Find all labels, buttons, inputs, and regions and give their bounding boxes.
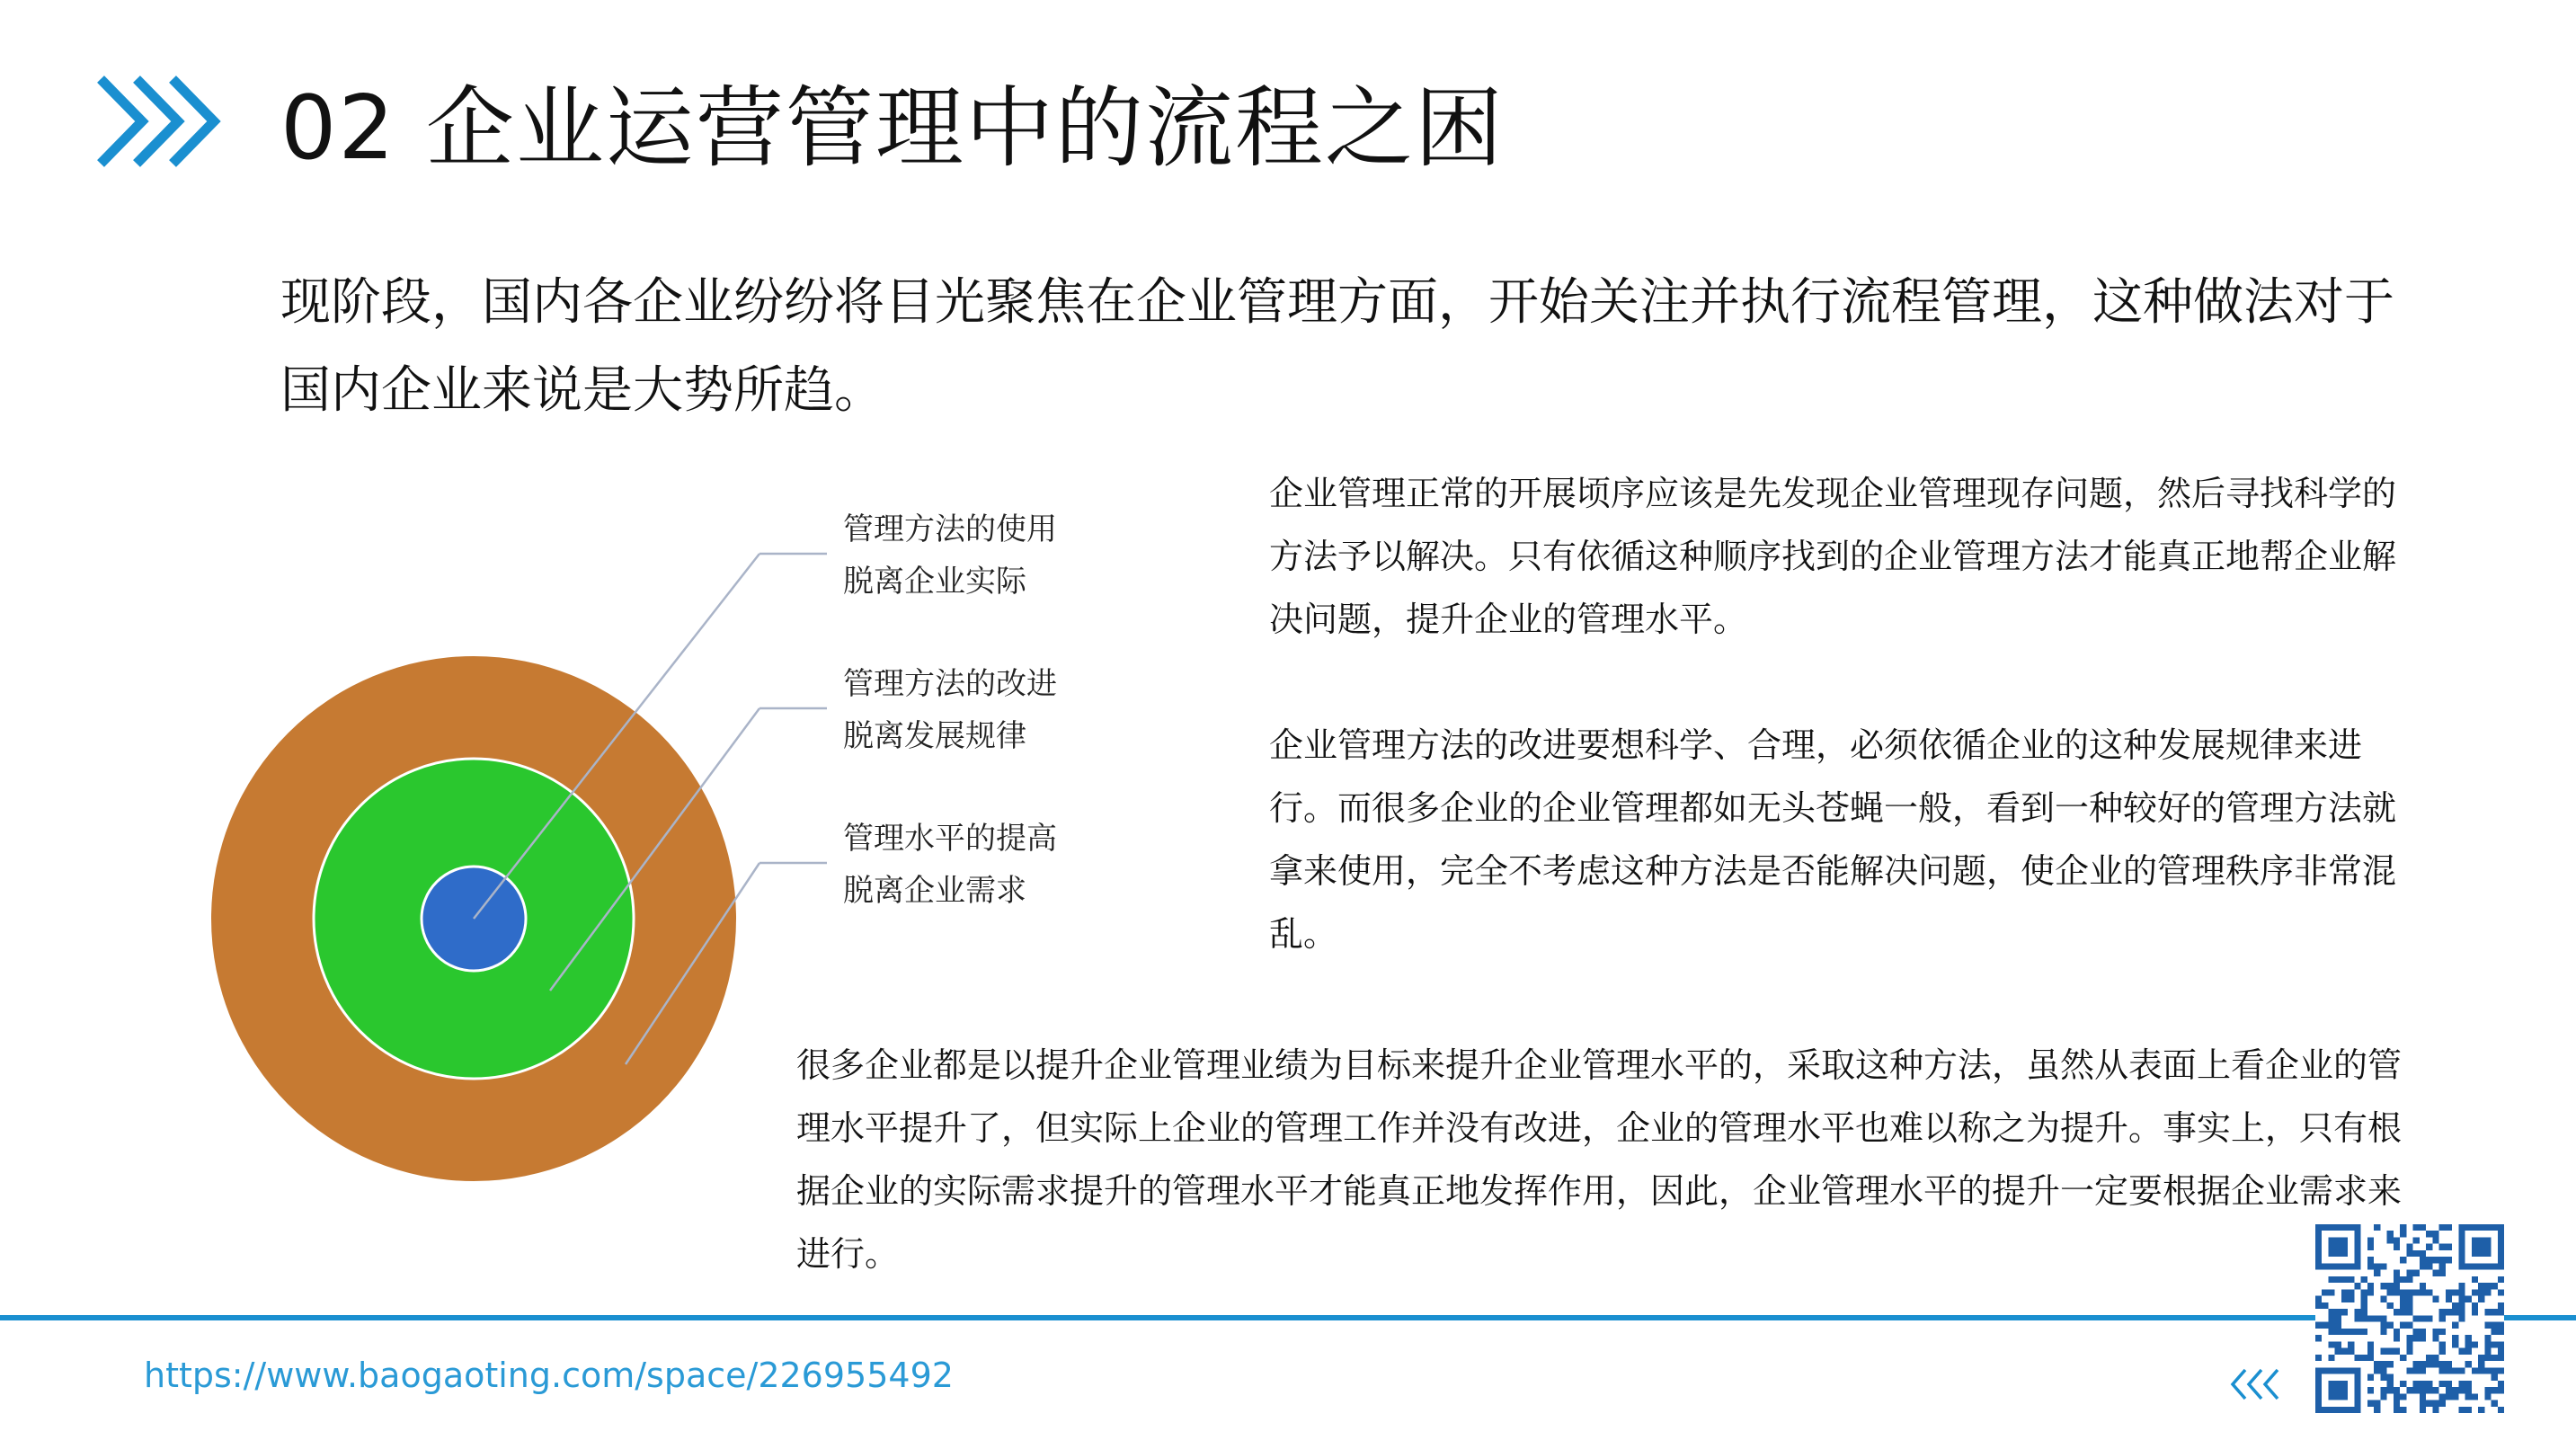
- paragraph-1: 企业管理正常的开展顷序应该是先发现企业管理现存问题，然后寻找科学的方法予以解决。只有依循这种顺序找到的企业管理方法才能真正地帮企业解决问题，提升企业的管理水平。: [1269, 474, 2397, 639]
- qr-code-icon: [2315, 1224, 2504, 1413]
- footer-url-link[interactable]: https://www.baogaoting.com/space/226955492: [144, 1356, 954, 1395]
- diagram-label-3: [843, 813, 1057, 917]
- footer-divider: [0, 1315, 2576, 1320]
- diagram-label-1-line2: 脱离企业实际: [843, 564, 1026, 600]
- page-title: 02 企业运营管理中的流程之困: [280, 77, 1505, 180]
- diagram-label-3-line1: 管理水平的提高: [843, 821, 1057, 857]
- intro-text: 现阶段，国内各企业纷纷将目光聚焦在企业管理方面，开始关注并执行流程管理，这种做法对于国内企业来说是大势所趋。: [280, 273, 2394, 420]
- diagram-label-2-line2: 脱离发展规律: [843, 718, 1026, 754]
- triple-chevron-left-icon[interactable]: [2227, 1366, 2285, 1402]
- diagram-label-1: [843, 503, 1057, 608]
- diagram-label-1-line1: 管理方法的使用: [843, 511, 1057, 547]
- paragraph-2: 企业管理方法的改进要想科学、合理，必须依循企业的这种发展规律来进行。而很多企业的企业管理都如无头苍蝇一般，看到一种较好的管理方法就拿来使用，完全不考虑这种方法是否能解决问题，使企业的管理秩序非常混乱。: [1269, 725, 2397, 954]
- diagram-label-2-line1: 管理方法的改进: [843, 666, 1057, 702]
- concentric-circles-diagram: [198, 467, 845, 1187]
- paragraph-3: 很多企业都是以提升企业管理业绩为目标来提升企业管理水平的，采取这种方法，虽然从表面上看企业的管理水平提升了，但实际上企业的管理工作并没有改进，企业的管理水平也难以称之为提升。事实上，只有根据企业的实际需求提升的管理水平才能真正地发挥作用，因此，企业管理水平的提升一定要根据企业需求来进行。: [796, 1045, 2403, 1274]
- double-chevron-right-icon: [90, 72, 225, 171]
- diagram-label-3-line2: 脱离企业需求: [843, 873, 1026, 909]
- diagram-label-2: [843, 658, 1057, 762]
